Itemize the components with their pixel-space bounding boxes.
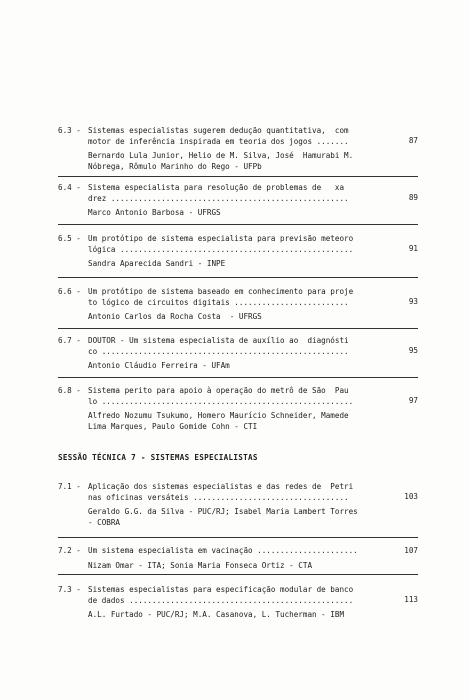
entry-title: Sistema especialista para resolução de problemas de xa (88, 183, 345, 192)
entry-authors-cont: Lima Marques, Paulo Gomide Cohn - CTI (88, 421, 258, 431)
entry-title-cont: lo ....................................................... (88, 396, 354, 406)
entry-title-cont: to lógico de circuitos digitais ......................... (88, 297, 349, 307)
toc-entry-7-3 (58, 585, 418, 621)
entry-title: Aplicação dos sistemas especialistas e das redes de Petri (88, 482, 354, 491)
entry-number: 7.2 - (58, 546, 81, 555)
entry-title: Sistema perito para apoio à operação do metrô de São Pau (88, 386, 349, 395)
entry-title-cont: drez .................................................... (88, 193, 349, 203)
entry-title: Um protótipo de sistema especialista para previsão meteoro (88, 234, 354, 243)
toc-entry-6-3 (58, 126, 418, 172)
entry-title: Sistemas especialistas sugerem dedução quantitativa, com (88, 126, 349, 135)
entry-authors: Nizam Omar - ITA; Sonia Maria Fonseca Ortiz - CTA (88, 560, 313, 570)
toc-entry-7-1 (58, 482, 418, 528)
page-number: 113 (404, 595, 418, 604)
divider (58, 537, 418, 538)
entry-title-cont: co ...................................................... (88, 346, 349, 356)
entry-number: 6.7 - (58, 336, 81, 345)
entry-authors: Antonio Carlos da Rocha Costa - UFRGS (88, 312, 262, 321)
entry-authors: Geraldo G.G. da Silva - PUC/RJ; Isabel Maria Lambert Torres (88, 507, 358, 516)
page-number: 97 (408, 396, 418, 405)
page-number: 87 (408, 136, 418, 145)
entry-number: 7.3 - (58, 585, 81, 594)
entry-number: 6.3 - (58, 126, 81, 135)
entry-authors: Sandra Aparecida Sandri - INPE (88, 259, 226, 268)
page-number: 107 (404, 546, 418, 555)
entry-number: 6.6 - (58, 287, 81, 296)
entry-number: 6.8 - (58, 386, 81, 395)
toc-entry-6-5 (58, 234, 418, 270)
page-number: 89 (408, 193, 418, 202)
entry-authors: A.L. Furtado - PUC/RJ; M.A. Casanova, L. Tucherman - IBM (88, 610, 345, 619)
toc-entry-6-7 (58, 336, 418, 372)
page-number: 93 (408, 297, 418, 306)
toc-entry-6-4 (58, 183, 418, 219)
entry-title: Um protótipo de sistema baseado em conhecimento para proje (88, 287, 354, 296)
entry-number: 6.5 - (58, 234, 81, 243)
entry-authors: Bernardo Lula Junior, Helio de M. Silva, José Hamurabi M. (88, 151, 354, 160)
entry-number: 6.4 - (58, 183, 81, 192)
entry-authors: Antonio Cláudio Ferreira - UFAm (88, 361, 230, 370)
entry-authors-cont: - COBRA (88, 517, 121, 527)
divider (58, 176, 418, 177)
divider (58, 277, 418, 278)
divider (58, 224, 418, 225)
divider (58, 574, 418, 575)
entry-title-cont: de dados ................................................. (88, 595, 354, 605)
divider (58, 328, 418, 329)
entry-authors: Marco Antonio Barbosa - UFRGS (88, 208, 221, 217)
page-number: 95 (408, 346, 418, 355)
page-number: 91 (408, 244, 418, 253)
entry-number: 7.1 - (58, 482, 81, 491)
toc-entry-6-8 (58, 386, 418, 432)
entry-title-cont: motor de inferência inspirada em teoria dos jogos ....... (88, 136, 349, 146)
entry-title: Um sistema especialista em vacinação ...................... (88, 546, 358, 555)
entry-title: DOUTOR - Um sistema especialista de auxílio ao diagnósti (88, 336, 349, 345)
entry-title-cont: nas oficinas versáteis .................................. (88, 492, 349, 502)
page-number: 103 (404, 492, 418, 501)
entry-authors-cont: Nóbrega, Rômulo Marinho do Rego - UFPb (88, 161, 262, 171)
entry-title: Sistemas especialistas para especificação modular de banco (88, 585, 354, 594)
toc-entry-6-6 (58, 287, 418, 323)
entry-authors: Alfredo Nozumu Tsukumo, Homero Maurício Schneider, Mamede (88, 411, 349, 420)
divider (58, 377, 418, 378)
entry-title-cont: lógica ................................................... (88, 244, 354, 254)
toc-entry-7-2 (58, 546, 418, 571)
section-heading: SESSÃO TÉCNICA 7 - SISTEMAS ESPECIALISTAS (58, 453, 258, 462)
